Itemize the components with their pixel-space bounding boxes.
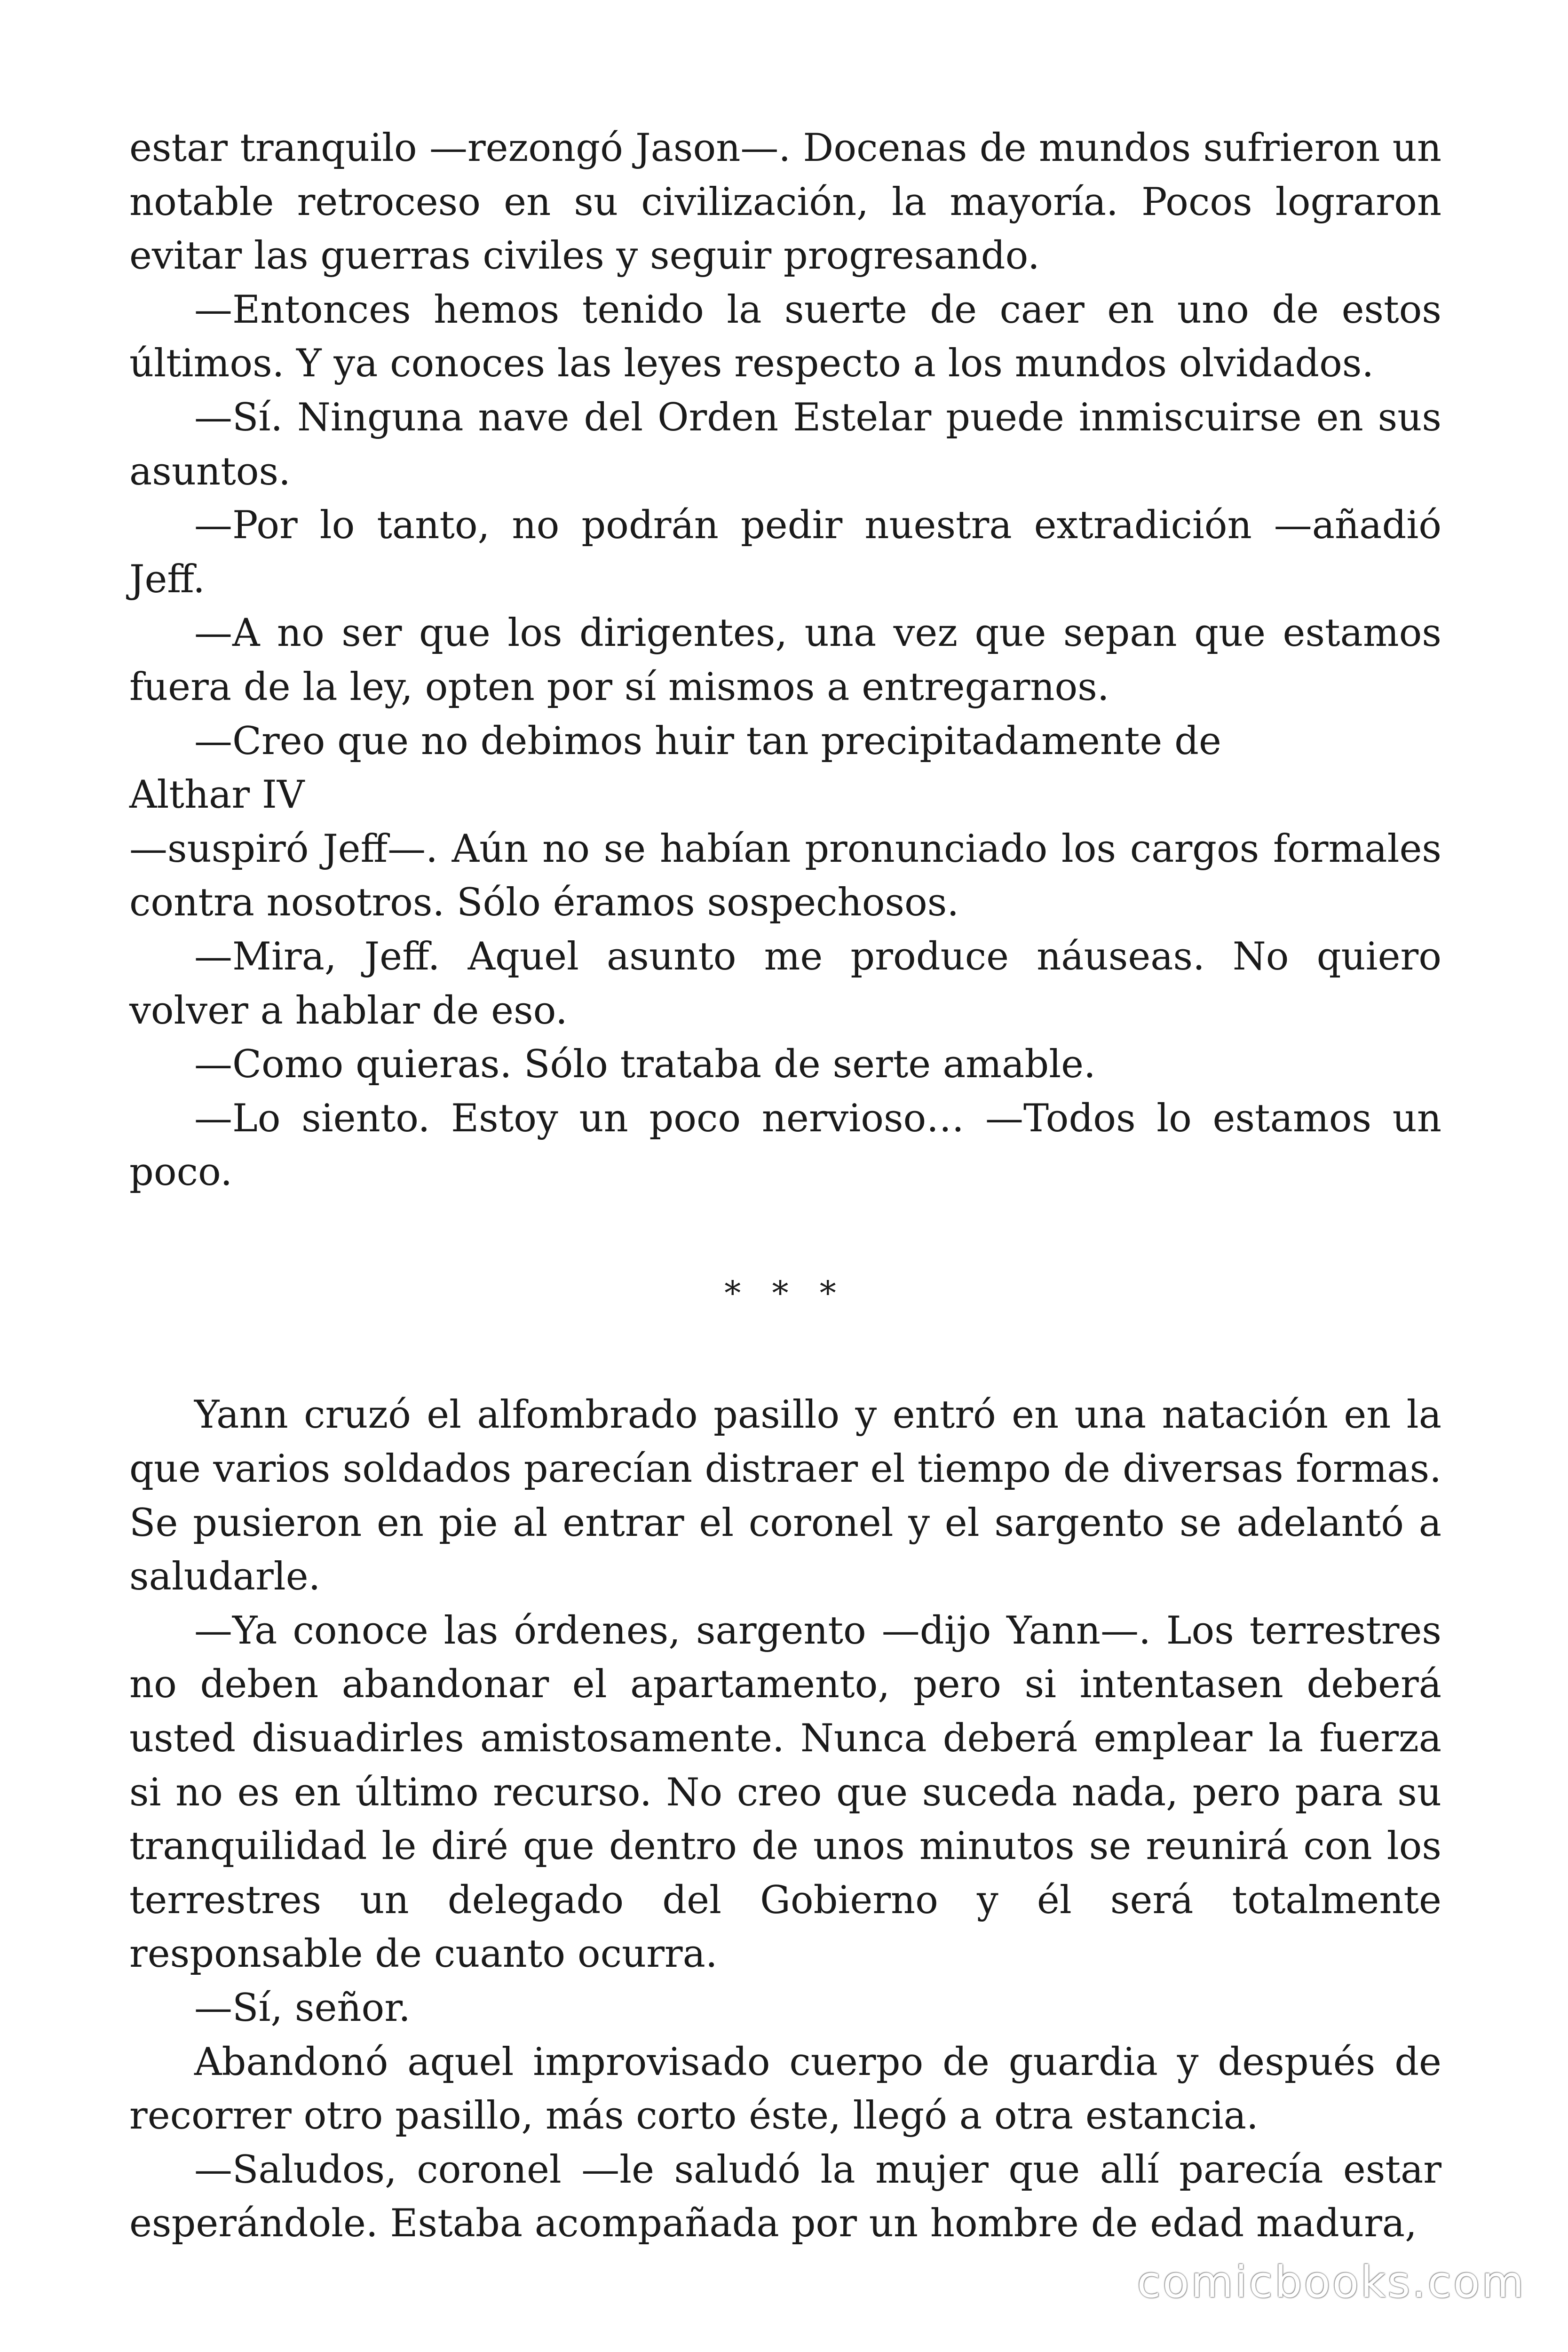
watermark: comicbooks.com [1137, 2257, 1526, 2307]
paragraph: —Creo que no debimos huir tan precipitadamente de [194, 719, 1221, 763]
page-body [129, 121, 1441, 2251]
paragraph: —Ya conoce las órdenes, sargento —dijo Yann—. Los terrestres no deben abandonar el apartamento, pero si intentasen deberá usted disuadirles amistosamente. Nunca deberá emplear la fuerza si no es en último recurso. No creo que suceda nada, pero para su tranquilidad le diré que dentro de unos minutos se reunirá con los terrestres un delegado del Gobierno y él será totalmente responsable de cuanto ocurra. [129, 1608, 1441, 1977]
paragraph: Althar IV [129, 773, 305, 818]
paragraph: —Sí, señor. [194, 1986, 411, 2030]
paragraph: —Saludos, coronel —le saludó la mujer que allí parecía estar esperándole. Estaba acompañada por un hombre de edad madura, [129, 2147, 1441, 2246]
section-separator: * * * [724, 1273, 847, 1312]
paragraph: —Sí. Ninguna nave del Orden Estelar puede inmiscuirse en sus asuntos. [129, 395, 1441, 494]
paragraph: Yann cruzó el alfombrado pasillo y entró en una natación en la que varios soldados parecían distraer el tiempo de diversas formas. Se pusieron en pie al entrar el coronel y el sargento se adelantó a saludarle. [129, 1393, 1441, 1599]
paragraph: —Por lo tanto, no podrán pedir nuestra extradición —añadió Jeff. [129, 503, 1441, 602]
paragraph: —Lo siento. Estoy un poco nervioso… —Todos lo estamos un poco. [129, 1096, 1441, 1195]
paragraph: —Mira, Jeff. Aquel asunto me produce náuseas. No quiero volver a hablar de eso. [129, 934, 1441, 1033]
paragraph: —Como quieras. Sólo trataba de serte amable. [194, 1042, 1096, 1087]
paragraph: estar tranquilo —rezongó Jason—. Docenas de mundos sufrieron un notable retroceso en su civilización, la mayoría. Pocos lograron evitar las guerras civiles y seguir progresando. [129, 126, 1441, 278]
paragraph: Abandonó aquel improvisado cuerpo de guardia y después de recorrer otro pasillo, más corto éste, llegó a otra estancia. [129, 2040, 1441, 2138]
paragraph: —suspiró Jeff—. Aún no se habían pronunciado los cargos formales contra nosotros. Sólo éramos sospechosos. [129, 826, 1441, 925]
paragraph: —A no ser que los dirigentes, una vez que sepan que estamos fuera de la ley, opten por sí mismos a entregarnos. [129, 611, 1441, 709]
paragraph: —Entonces hemos tenido la suerte de caer en uno de estos últimos. Y ya conoces las leyes respecto a los mundos olvidados. [129, 287, 1441, 386]
